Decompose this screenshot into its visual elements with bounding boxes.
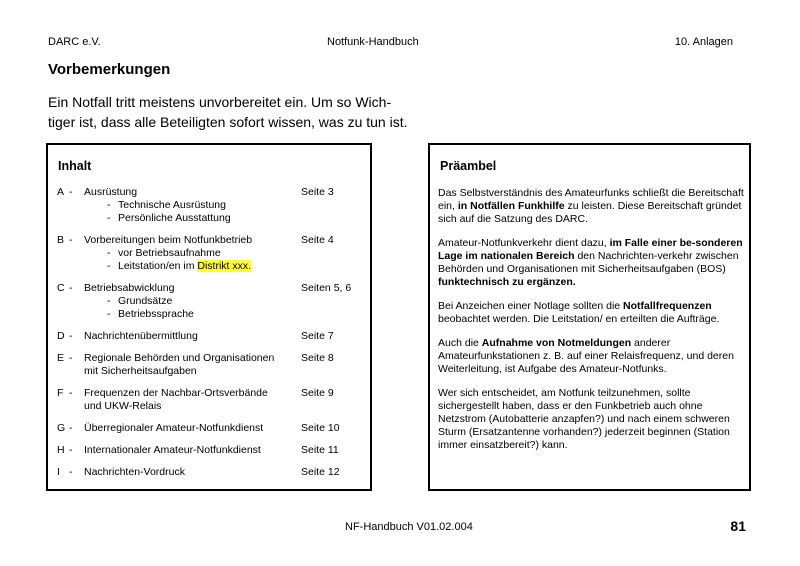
- preamble-paragraph: [438, 300, 744, 326]
- toc-entry-title: Betriebsabwicklung: [84, 282, 175, 294]
- preamble-title: Präambel: [440, 159, 497, 173]
- toc-entry: [57, 330, 367, 343]
- preamble-paragraph: Wer sich entscheidet, am Notfunk teilzunehmen, sollte sichergestellt haben, dass er den Funkbetrieb auch ohne Netzstrom (Autobatterie anzapfen?) und nach einem schweren Sturm (Ersatzantenne vorhanden?) jederzeit beginnen (Station immer einsatzbereit?) kann.: [438, 387, 730, 451]
- toc-title: Inhalt: [58, 159, 92, 173]
- toc-entry-title: Internationaler Amateur-Notfunkdienst: [84, 444, 261, 456]
- toc-page: Seite 3: [301, 186, 334, 198]
- toc-sub-dash: -: [107, 295, 111, 307]
- bold-run: funktechnisch zu ergänzen.: [438, 276, 576, 288]
- bold-run: in Notfällen Funkhilfe: [457, 200, 565, 212]
- toc-letter: E: [57, 352, 65, 364]
- highlighted-district: Distrikt xxx.: [197, 260, 252, 272]
- header-doc-title: Notfunk-Handbuch: [327, 36, 419, 48]
- toc-dash: -: [69, 186, 73, 198]
- toc-entry-title: Ausrüstung: [84, 186, 138, 198]
- toc-sub-dash: -: [107, 260, 111, 272]
- toc-letter: A: [57, 186, 65, 198]
- toc-entry-title-cont: mit Sicherheitsaufgaben: [84, 365, 197, 377]
- text-run: anderer Amateurfunkstationen z. B. auf einer Relaisfrequenz, und deren Weiterleitung, ist Aufgabe des Amateur-Notfunks.: [438, 337, 734, 375]
- toc-entry: [57, 387, 367, 413]
- toc-letter: C: [57, 282, 65, 294]
- toc-sub-dash: -: [107, 308, 111, 320]
- toc-dash: -: [69, 466, 73, 478]
- toc-page: Seite 8: [301, 352, 334, 364]
- toc-sub-item: Grundsätze: [118, 295, 173, 307]
- toc-dash: -: [69, 387, 73, 399]
- intro-line: tiger ist, dass alle Beteiligten sofort wissen, was zu tun ist.: [48, 114, 408, 130]
- toc-sub-item: Technische Ausrüstung: [118, 199, 226, 211]
- toc-entry: [57, 444, 367, 457]
- text-run: den Nachrichten-verkehr zwischen Behörden und Organisationen mit Sicherheitsaufgaben (BOS): [438, 250, 739, 275]
- toc-letter: H: [57, 444, 65, 456]
- toc-entry: [57, 466, 367, 479]
- toc-entry: [57, 422, 367, 435]
- toc-page: Seite 9: [301, 387, 334, 399]
- toc-entry-title: Überregionaler Amateur-Notfunkdienst: [84, 422, 264, 434]
- toc-sub-dash: -: [107, 247, 111, 259]
- toc-sub-item: Persönliche Ausstattung: [118, 212, 231, 224]
- intro-text: [48, 92, 408, 132]
- bold-run: Aufnahme von Notmeldungen: [481, 337, 632, 349]
- intro-line: Ein Notfall tritt meistens unvorbereitet ein. Um so Wich-: [48, 94, 392, 110]
- toc-letter: I: [57, 466, 60, 478]
- preamble-paragraph: [438, 237, 744, 289]
- toc-list: [57, 186, 367, 488]
- toc-sub-dash: -: [107, 212, 111, 224]
- toc-letter: D: [57, 330, 65, 342]
- toc-entry: [57, 234, 367, 273]
- toc-entry-title: Frequenzen der Nachbar-Ortsverbände: [84, 387, 268, 399]
- toc-sub-item: vor Betriebsaufnahme: [118, 247, 221, 259]
- bold-run: Notfallfrequenzen: [623, 300, 712, 312]
- toc-entry: [57, 186, 367, 225]
- header-org: DARC e.V.: [48, 36, 101, 48]
- toc-entry-title: Vorbereitungen beim Notfunkbetrieb: [84, 234, 253, 246]
- page-number: 81: [730, 518, 746, 534]
- header-chapter: 10. Anlagen: [674, 36, 733, 48]
- toc-dash: -: [69, 234, 73, 246]
- toc-entry: [57, 282, 367, 321]
- text-run: beobachtet werden. Die Leitstation/ en erteilten die Aufträge.: [438, 313, 720, 325]
- preamble-box: [428, 143, 751, 491]
- toc-page: Seite 12: [301, 466, 340, 478]
- toc-box: [46, 143, 372, 491]
- toc-dash: -: [69, 444, 73, 456]
- toc-sub-item: Betriebssprache: [118, 308, 194, 320]
- toc-page: Seite 10: [301, 422, 340, 434]
- toc-sub-item: [118, 260, 251, 273]
- toc-page: Seiten 5, 6: [301, 282, 352, 294]
- toc-sub-dash: -: [107, 199, 111, 211]
- toc-dash: -: [69, 330, 73, 342]
- text-run: Bei Anzeichen einer Notlage sollten die: [438, 300, 624, 312]
- text-run: Auch die: [438, 337, 482, 349]
- text-run: zu leisten. Diese Bereitschaft gründet sich auf die Satzung des DARC.: [438, 200, 742, 225]
- toc-letter: B: [57, 234, 65, 246]
- toc-sub-text: Leitstation/en im: [118, 260, 198, 272]
- toc-entry-title-cont: und UKW-Relais: [84, 400, 162, 412]
- toc-dash: -: [69, 282, 73, 294]
- text-run: Das Selbstverständnis des Amateurfunks schließt die Bereitschaft ein,: [438, 187, 744, 212]
- toc-letter: G: [57, 422, 66, 434]
- bold-run: im Falle einer be-sonderen Lage im nationalen Bereich: [438, 237, 743, 262]
- toc-entry: [57, 352, 367, 378]
- toc-dash: -: [69, 352, 73, 364]
- page-title: Vorbemerkungen: [48, 61, 171, 78]
- footer-version: NF-Handbuch V01.02.004: [345, 521, 473, 533]
- toc-entry-title: Nachrichten-Vordruck: [84, 466, 185, 478]
- toc-page: Seite 11: [301, 444, 339, 456]
- toc-entry-title: Regionale Behörden und Organisationen: [84, 352, 275, 364]
- toc-letter: F: [57, 387, 64, 399]
- preamble-paragraph: [438, 187, 744, 226]
- preamble-text: [438, 187, 744, 463]
- preamble-paragraph: [438, 337, 744, 376]
- toc-dash: -: [69, 422, 73, 434]
- text-run: Amateur-Notfunkverkehr dient dazu,: [438, 237, 610, 249]
- toc-page: Seite 4: [301, 234, 334, 246]
- toc-page: Seite 7: [301, 330, 334, 342]
- toc-entry-title: Nachrichtenübermittlung: [84, 330, 198, 342]
